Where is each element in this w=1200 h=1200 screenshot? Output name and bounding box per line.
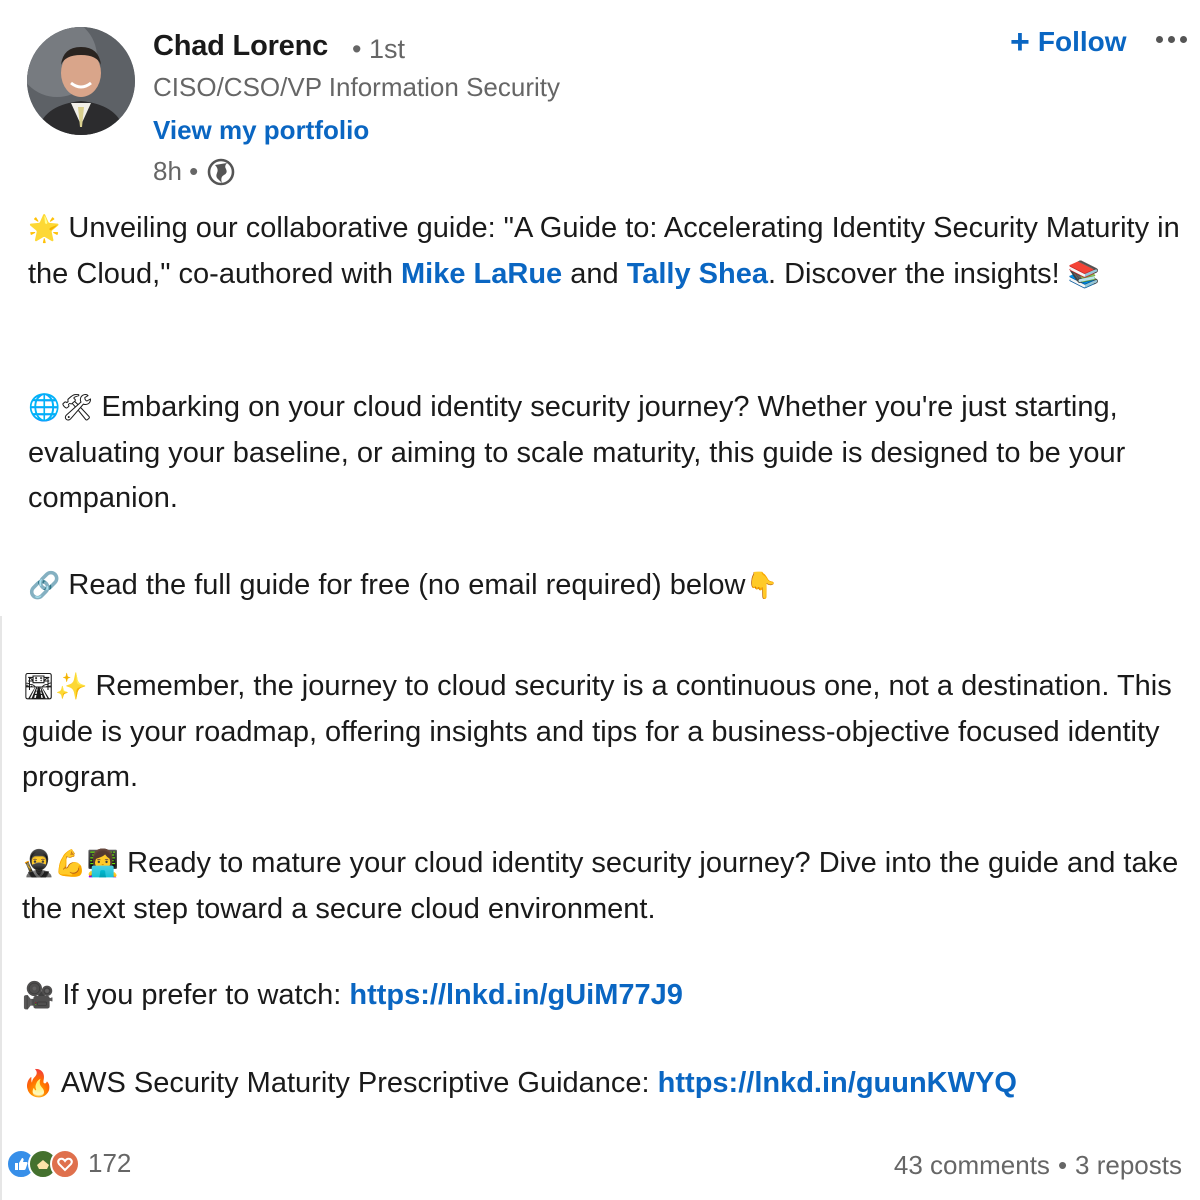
follow-button[interactable] bbox=[1010, 25, 1127, 59]
reposts-count[interactable]: 3 reposts bbox=[1075, 1150, 1182, 1180]
post-paragraph-1 bbox=[28, 206, 1188, 298]
post-paragraph-5 bbox=[22, 841, 1182, 932]
paragraph-text: Ready to mature your cloud identity security journey? Dive into the guide and take the next step toward a secure cloud environment. bbox=[22, 847, 1179, 925]
more-icon[interactable] bbox=[1156, 36, 1187, 43]
mention-tally-shea[interactable]: Tally Shea bbox=[626, 258, 768, 290]
paragraph-text: AWS Security Maturity Prescriptive Guidance: bbox=[54, 1067, 658, 1099]
post-paragraph-3 bbox=[28, 563, 1188, 609]
globe-icon bbox=[206, 157, 236, 187]
paragraph-text: . Discover the insights! bbox=[768, 258, 1068, 290]
connection-degree: • 1st bbox=[352, 34, 405, 64]
books-emoji: 📚 bbox=[1067, 260, 1101, 290]
globe-tools-emoji: 🌐🛠 bbox=[28, 393, 94, 423]
paragraph-text: Read the full guide for free (no email required) below bbox=[60, 569, 746, 601]
love-icon bbox=[50, 1149, 80, 1179]
engagement-counts bbox=[894, 1150, 1182, 1181]
follow-label: Follow bbox=[1037, 26, 1127, 57]
separator-dot: • bbox=[1057, 1150, 1068, 1180]
camera-emoji: 🎥 bbox=[22, 981, 55, 1011]
video-link[interactable]: https://lnkd.in/gUiM77J9 bbox=[349, 979, 683, 1011]
paragraph-text: If you prefer to watch: bbox=[54, 979, 350, 1011]
post-paragraph-7 bbox=[22, 1061, 1182, 1107]
road-sparkles-emoji: 🛣✨ bbox=[22, 672, 88, 702]
paragraph-text: Remember, the journey to cloud security is a continuous one, not a destination. This guide is your roadmap, offering insights and tips for a business-objective focused identity program. bbox=[22, 670, 1172, 793]
fire-emoji: 🔥 bbox=[22, 1069, 55, 1099]
point-down-emoji: 👇 bbox=[745, 571, 778, 601]
author-name[interactable]: Chad Lorenc bbox=[153, 30, 329, 62]
plus-icon: + bbox=[1010, 23, 1030, 61]
post-paragraph-2 bbox=[28, 385, 1188, 521]
paragraph-text: Unveiling our collaborative guide: "A Guide to: Accelerating Identity Security Maturity in the Cloud," co-authored with bbox=[28, 212, 1180, 290]
aws-guidance-link[interactable]: https://lnkd.in/guunKWYQ bbox=[657, 1067, 1017, 1099]
mention-mike-larue[interactable]: Mike LaRue bbox=[401, 258, 563, 290]
author-headline: CISO/CSO/VP Information Security bbox=[153, 72, 560, 102]
paragraph-text: and bbox=[562, 258, 627, 290]
reactions-summary[interactable] bbox=[6, 1148, 131, 1179]
link-emoji: 🔗 bbox=[28, 571, 61, 601]
post-paragraph-6 bbox=[22, 973, 1182, 1019]
paragraph-text: Embarking on your cloud identity security journey? Whether you're just starting, evaluating your baseline, or aiming to scale maturity, this guide is designed to be your companion. bbox=[28, 391, 1126, 514]
comments-count[interactable]: 43 comments bbox=[893, 1150, 1050, 1180]
view-portfolio-link[interactable]: View my portfolio bbox=[153, 115, 370, 145]
post-meta bbox=[153, 156, 236, 187]
avatar[interactable] bbox=[27, 27, 135, 135]
ninja-muscle-emoji: 🥷💪👩‍💻 bbox=[22, 849, 120, 879]
reaction-count: 172 bbox=[88, 1148, 132, 1178]
post-paragraph-4 bbox=[22, 664, 1182, 800]
post-time: 8h • bbox=[153, 156, 199, 186]
left-border bbox=[0, 616, 2, 1200]
star-emoji: 🌟 bbox=[28, 214, 61, 244]
